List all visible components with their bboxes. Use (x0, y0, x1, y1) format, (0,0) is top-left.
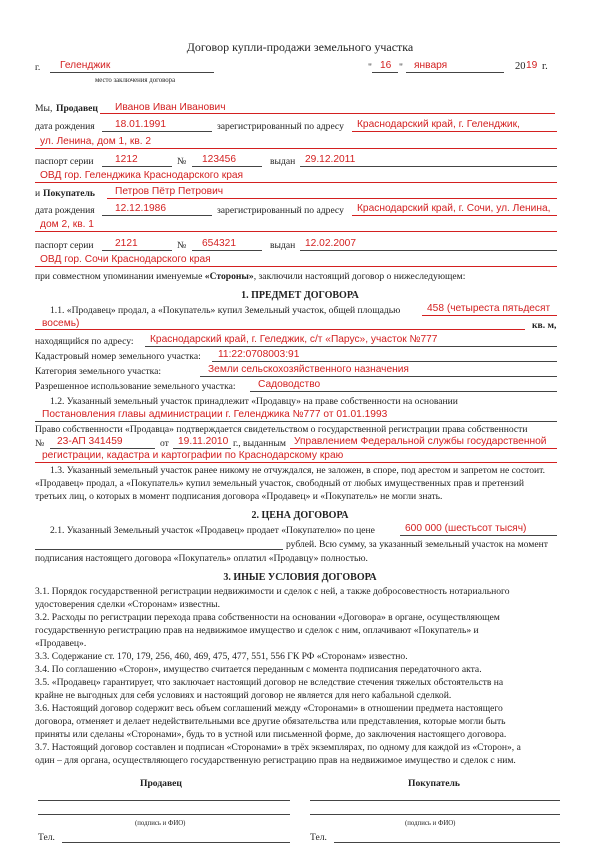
seller-birth-line (102, 131, 212, 132)
city-caption: место заключения договора (95, 77, 176, 84)
seller-name-line (100, 113, 555, 114)
cert-authority-1[interactable]: Управлением Федеральной службы государственной (294, 436, 547, 447)
s3-line: 3.3. Содержание ст. 170, 179, 256, 460, 469, 475, 477, 551, 556 ГК РФ «Сторонам» известно. (35, 651, 408, 662)
buyer-name[interactable]: Петров Пётр Петрович (115, 186, 224, 197)
s3-line: 3.2. Расходы по регистрации перехода права собственности на основании «Договора» в органе, осуществляющем (35, 612, 500, 623)
buyer-passport-label: паспорт серии (35, 240, 94, 251)
buyer-role: Покупатель (43, 188, 95, 199)
year-prefix: 20 (515, 61, 526, 72)
category-label: Категория земельного участка: (35, 366, 162, 377)
document-title: Договор купли-продажи земельного участка (186, 40, 414, 54)
seller-series-line (102, 166, 172, 167)
seller-issued-label: выдан (270, 156, 296, 167)
basis-value[interactable]: Постановления главы администрации г. Геленджика №777 от 01.01.1993 (42, 409, 388, 420)
p11-text: 1.1. «Продавец» продал, а «Покупатель» купил Земельный участок, общей площадью (50, 305, 401, 316)
s3-line: 3.1. Порядок государственной регистрации недвижимости и сделок с ней, а также добросовестность нотариального (35, 586, 510, 597)
day-underline (372, 72, 398, 73)
p21-line-3: подписания настоящего договора «Покупатель» оплатил «Продавцу» полностью. (35, 553, 368, 564)
p12-text: 1.2. Указанный земельный участок принадлежит «Продавцу» на праве собственности на основании (50, 396, 458, 407)
quote-open: " (368, 62, 372, 73)
seller-sign-line-2[interactable] (38, 814, 290, 815)
s3-line: «Продавец». (35, 638, 87, 649)
buyer-issued-line (300, 250, 557, 251)
seller-number-label: № (177, 156, 187, 167)
s3-line: 3.7. Настоящий договор составлен и подписан «Сторонами» в трёх экземплярах, по одному для каждой из «Сторон», а (35, 742, 521, 753)
s3-line: 3.4. По соглашению «Сторон», имущество считается переданным с момента подписания передаточного акта. (35, 664, 482, 675)
seller-role: Продавец (56, 103, 98, 114)
price-value[interactable]: 600 000 (шестьсот тысяч) (405, 523, 527, 534)
month-underline (406, 72, 504, 73)
section1-heading: 1. ПРЕДМЕТ ДОГОВОРА (241, 290, 359, 301)
seller-reg-label: зарегистрированный по адресу (217, 121, 344, 132)
area-line-2 (35, 329, 525, 330)
seller-signature-label: Продавец (140, 778, 182, 789)
s3-line: крайне не выгодных для себя условиях и настоящий договор не является для него кабальной сделкой. (35, 690, 452, 701)
seller-address-1[interactable]: Краснодарский край, г. Геленджик, (357, 119, 520, 130)
year-g: г. (542, 61, 548, 72)
area-value-1[interactable]: 458 (четыреста пятьдесят (427, 303, 551, 314)
buyer-sign-caption: (подпись и ФИО) (405, 820, 456, 827)
buyer-address-2[interactable]: дом 2, кв. 1 (40, 219, 94, 230)
buyer-birth-line (102, 215, 212, 216)
seller-birth-label: дата рождения (35, 121, 95, 132)
seller-issued-by[interactable]: ОВД гор. Геленджика Краснодарского края (40, 170, 244, 181)
and-label: и (35, 188, 41, 199)
buyer-issued-by[interactable]: ОВД гор. Сочи Краснодарского края (40, 254, 211, 265)
seller-passport-number[interactable]: 123456 (202, 154, 236, 165)
p13-line-3: третьих лиц, о которых в момент подписания договора «Продавец» и «Покупатель» не могли знать. (35, 491, 443, 502)
buyer-name-line (107, 198, 557, 199)
cadastral-value[interactable]: 11:22:0708003:91 (218, 349, 300, 360)
buyer-birth-label: дата рождения (35, 205, 95, 216)
use-value[interactable]: Садоводство (258, 379, 321, 390)
year-suffix[interactable]: 19 (526, 60, 538, 71)
seller-tel-line[interactable] (62, 842, 290, 843)
seller-address-2[interactable]: ул. Ленина, дом 1, кв. 2 (40, 136, 152, 147)
area-value-2[interactable]: восемь) (42, 318, 80, 329)
buyer-sign-line-1[interactable] (310, 800, 560, 801)
buyer-address-line-1 (352, 215, 557, 216)
s3-line: государственную регистрацию прав на недвижимое имущество и сделок с ним, оплачивают «Покупатель» и (35, 625, 479, 636)
seller-passport-series[interactable]: 1212 (115, 154, 138, 165)
buyer-passport-series[interactable]: 2121 (115, 238, 138, 249)
we-label: Мы, (35, 103, 53, 114)
seller-passport-label: паспорт серии (35, 156, 94, 167)
cadastral-label: Кадастровый номер земельного участка: (35, 351, 201, 362)
price-line (400, 535, 557, 536)
buyer-number-line (192, 250, 262, 251)
buyer-issued-date[interactable]: 12.02.2007 (305, 238, 356, 249)
p13-line-1: 1.3. Указанный земельный участок ранее никому не отчуждался, не заложен, в споре, под арестом и запретом не состоит. (50, 465, 546, 476)
use-line (250, 391, 557, 392)
category-line (200, 376, 557, 377)
seller-address-line-2 (35, 148, 557, 149)
s3-line: один – для органа, осуществляющего государственную регистрацию прав на недвижимое имущество и сделок с ним. (35, 755, 516, 766)
cert-no-label: № (35, 438, 45, 449)
location-label: находящийся по адресу: (35, 336, 134, 347)
s3-line: 3.6. Настоящий договор содержит весь объем соглашений между «Сторонами» в отношении предмета настоящего (35, 703, 503, 714)
date-month[interactable]: января (414, 60, 448, 71)
buyer-issued-by-line (35, 266, 557, 267)
city-value[interactable]: Геленджик (60, 60, 111, 71)
seller-issued-by-line (35, 182, 557, 183)
use-label: Разрешенное использование земельного участка: (35, 381, 236, 392)
seller-issued-date[interactable]: 29.12.2011 (305, 154, 356, 165)
s3-line: приняты или сделаны «Сторонами», будь то в устной или письменной форме, до заключения настоящего договора. (35, 729, 507, 740)
city-prefix: г. (35, 62, 41, 73)
date-day[interactable]: 16 (380, 60, 392, 71)
buyer-sign-line-2[interactable] (310, 814, 560, 815)
s3-line: удостоверения сделки «Сторонам» известны. (35, 599, 220, 610)
buyer-number-label: № (177, 240, 187, 251)
price-words-line (35, 549, 283, 550)
seller-birth-date[interactable]: 18.01.1991 (115, 119, 166, 130)
cert-date-line (173, 448, 231, 449)
cert-no-line (50, 448, 155, 449)
cert-no-value[interactable]: 23-АП 341459 (57, 436, 123, 447)
cert-issued: г., выданным (233, 438, 286, 449)
cert-text: Право собственности «Продавца» подтверждается свидетельством о государственной регистрации права собственности (35, 424, 528, 435)
cert-date[interactable]: 19.11.2010 (178, 436, 229, 447)
seller-tel-label: Тел. (38, 832, 55, 843)
buyer-issued-label: выдан (270, 240, 296, 251)
buyer-passport-number[interactable]: 654321 (202, 238, 236, 249)
basis-line (35, 421, 557, 422)
cert-authority-2[interactable]: регистрации, кадастра и картографии по Краснодарскому краю (42, 450, 344, 461)
p21-text: 2.1. Указанный Земельный участок «Продавец» продает «Покупателю» по цене (50, 525, 375, 536)
p13-line-2: «Продавец» продал, а «Покупатель» купил земельный участок, свободный от любых имущественных прав и претензий (35, 478, 524, 489)
s3-line: 3.5. «Продавец» гарантирует, что заключает настоящий договор не вследствие стечения тяжелых обстоятельств на (35, 677, 504, 688)
seller-issued-line (300, 166, 557, 167)
parties-line: при совместном упоминании именуемые «Стороны», заключили настоящий договор о нижеследующем: (35, 271, 466, 282)
buyer-tel-line[interactable] (334, 842, 560, 843)
section2-heading: 2. ЦЕНА ДОГОВОРА (251, 510, 349, 521)
buyer-series-line (102, 250, 172, 251)
seller-name[interactable]: Иванов Иван Иванович (115, 102, 226, 113)
category-value[interactable]: Земли сельскохозяйственного назначения (208, 364, 409, 375)
location-line (145, 346, 557, 347)
seller-sign-line-1[interactable] (38, 800, 290, 801)
area-unit: кв. м, (532, 320, 557, 331)
buyer-reg-label: зарегистрированный по адресу (217, 205, 344, 216)
seller-sign-caption: (подпись и ФИО) (135, 820, 186, 827)
quote-close: " (399, 62, 403, 73)
seller-address-line-1 (352, 131, 557, 132)
section3-heading: 3. ИНЫЕ УСЛОВИЯ ДОГОВОРА (223, 572, 377, 583)
buyer-address-line-2 (35, 231, 557, 232)
s3-line: договора, отменяет и делает недействительными все другие обязательства или представления, которые могли быть (35, 716, 506, 727)
city-underline (50, 72, 214, 73)
location-value[interactable]: Краснодарский край, г. Геледжик, с/т «Парус», участок №777 (150, 334, 438, 345)
p21-line-2: рублей. Всю сумму, за указанный земельный участок на момент (286, 539, 548, 550)
cert-authority-line-2 (35, 462, 557, 463)
buyer-tel-label: Тел. (310, 832, 327, 843)
cert-authority-line-1 (290, 448, 557, 449)
buyer-signature-label: Покупатель (408, 778, 460, 789)
cadastral-line (212, 361, 557, 362)
seller-number-line (192, 166, 262, 167)
cert-from: от (160, 438, 169, 449)
area-line-1 (422, 315, 557, 316)
buyer-address-1[interactable]: Краснодарский край, г. Сочи, ул. Ленина, (357, 203, 551, 214)
buyer-birth-date[interactable]: 12.12.1986 (115, 203, 166, 214)
